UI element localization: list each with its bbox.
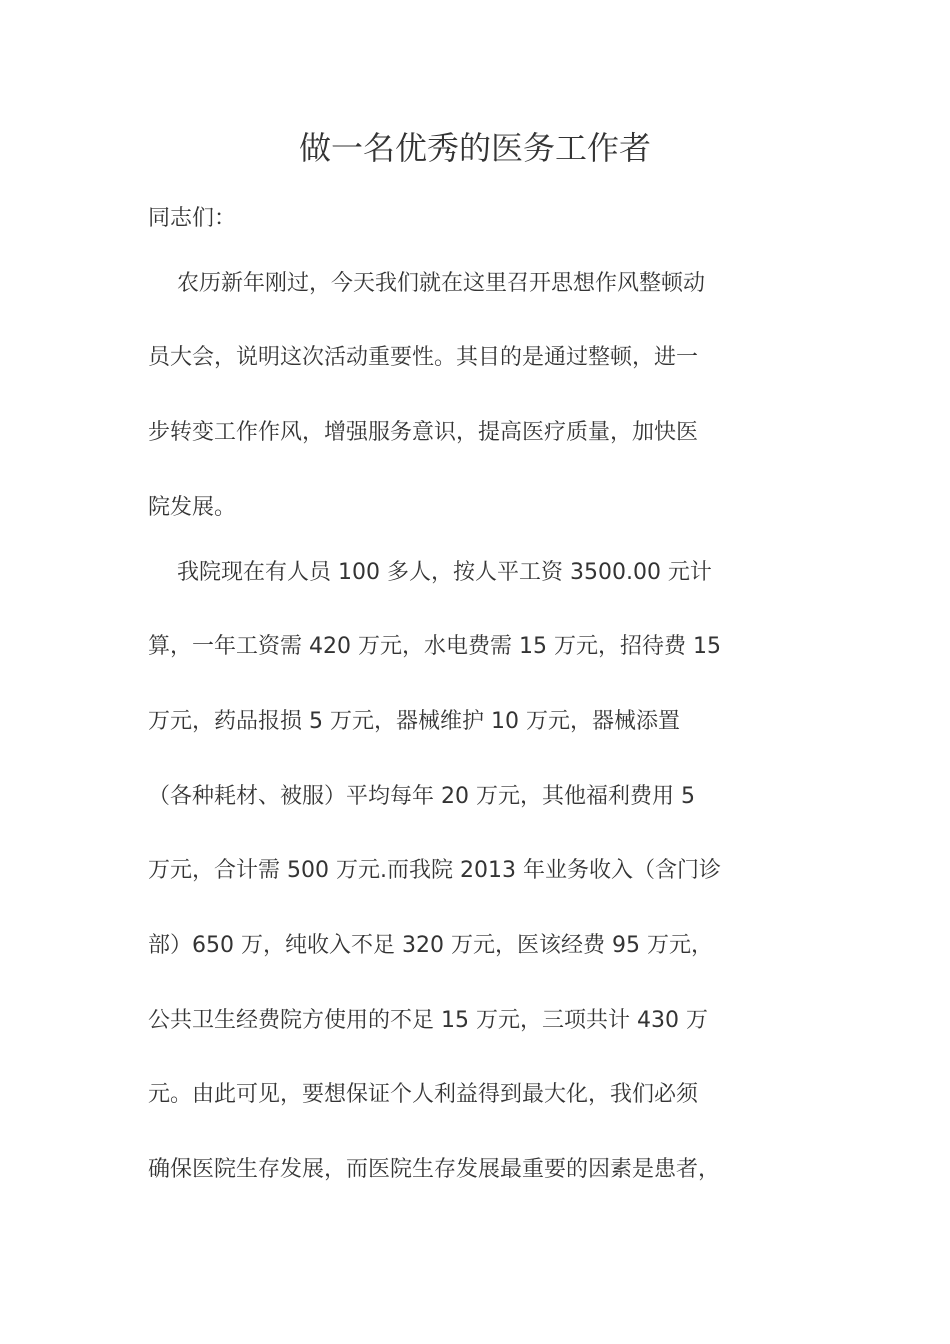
document-title: 做一名优秀的医务工作者 [298, 129, 651, 167]
paragraph-line: （各种耗材、被服）平均每年 20 万元，其他福利费用 5 [148, 784, 695, 809]
paragraph-line: 部）650 万，纯收入不足 320 万元，医该经费 95 万元， [148, 933, 713, 958]
salutation: 同志们： [148, 206, 237, 231]
paragraph-line: 万元，药品报损 5 万元，器械维护 10 万元，器械添置 [148, 709, 680, 734]
paragraph-line: 公共卫生经费院方使用的不足 15 万元，三项共计 430 万 [148, 1008, 708, 1033]
paragraph-line: 农历新年刚过，今天我们就在这里召开思想作风整顿动 [148, 271, 705, 296]
paragraph-line: 我院现在有人员 100 多人，按人平工资 3500.00 元计 [148, 560, 712, 585]
paragraph-line: 院发展。 [148, 495, 237, 520]
paragraph-line: 确保医院生存发展，而医院生存发展最重要的因素是患者， [148, 1157, 721, 1182]
paragraph-line: 步转变工作作风，增强服务意识，提高医疗质量，加快医 [148, 420, 699, 445]
paragraph-line: 元。由此可见，要想保证个人利益得到最大化，我们必须 [148, 1082, 699, 1107]
paragraph-line: 万元，合计需 500 万元.而我院 2013 年业务收入（含门诊 [148, 858, 721, 883]
paragraph-line: 算，一年工资需 420 万元，水电费需 15 万元，招待费 15 [148, 634, 721, 659]
paragraph-line: 员大会，说明这次活动重要性。其目的是通过整顿，进一 [148, 345, 699, 370]
